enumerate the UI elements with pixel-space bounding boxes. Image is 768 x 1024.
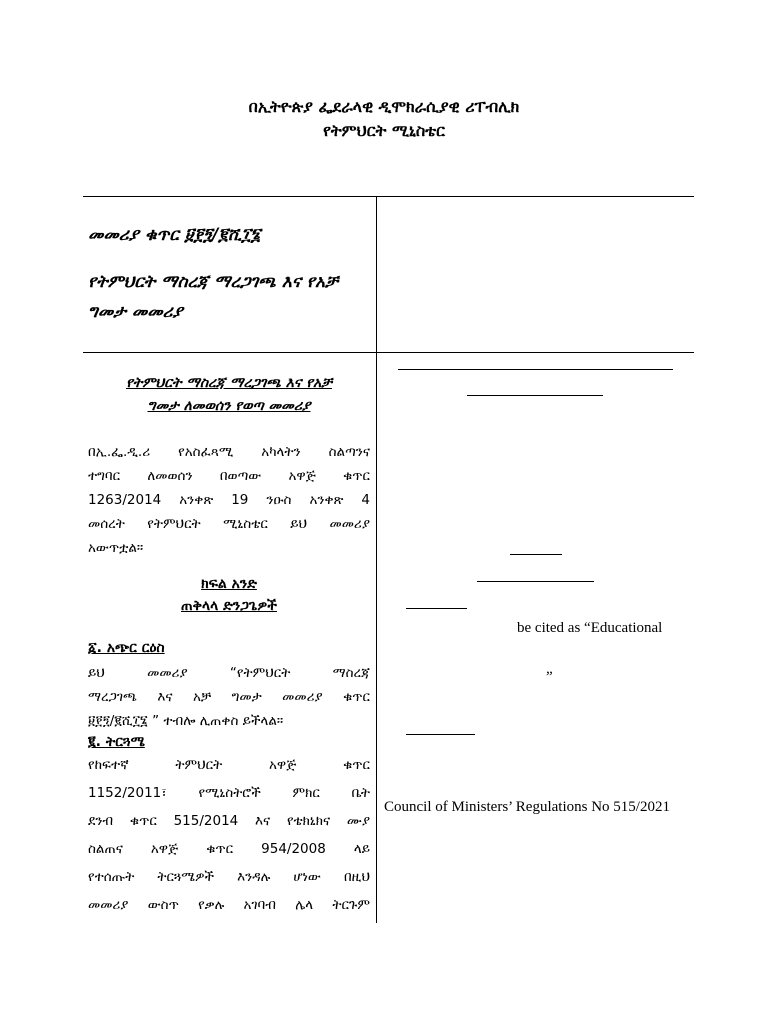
section2-line: መመሪያ ውስጥ የቃሉ አገባብ ሌላ ትርጉም — [88, 897, 370, 913]
preamble-line: መሰረት የትምህርት ሚኒስቴር ይህ መመሪያ — [88, 516, 370, 532]
country-title: በኢትዮጵያ ፌደራላዊ ዲሞክራሲያዊ ሪፐብሊክ — [248, 97, 520, 116]
column-divider — [376, 196, 377, 923]
blank-line — [510, 554, 562, 555]
section2-line: 1152/2011፣ የሚኒስትሮች ምክር ቤት — [88, 785, 370, 801]
section2-line: የከፍተኛ ትምህርት አዋጅ ቁጥር — [88, 757, 370, 773]
cited-text: be cited as “Educational — [517, 620, 663, 636]
section1-line: ማረጋገጫ እና አቻ ግመታ መመሪያ ቁጥር — [88, 689, 370, 705]
preamble-line: በኢ.ፌ.ዲ.ሪ የአስፈጻሚ አካላትን ስልጣንና — [88, 444, 370, 460]
section2-heading: ፪. ትርጓሜ — [88, 734, 145, 750]
section2-line: የተሰጡት ትርጓሜዎች እንዳሉ ሆነው በዚህ — [88, 869, 370, 885]
blank-line — [406, 734, 475, 735]
section2-line: ደንብ ቁጥር 515/2014 እና የቴክኒክና ሙያ — [88, 813, 370, 829]
council-regulation-text: Council of Ministers’ Regulations No 515/2021 — [384, 799, 670, 815]
blank-line — [477, 581, 594, 582]
directive-title-line1: የትምህርት ማስረጃ ማረጋገጫ እና የአቻ — [88, 272, 338, 292]
top-rule — [83, 196, 694, 197]
section1-heading: ፩. አጭር ርዕስ — [88, 640, 165, 656]
part-heading-line2: ጠቅላላ ድንጋጌዎች — [181, 598, 277, 614]
preamble-line: 1263/2014 አንቀጽ 19 ንዑስ አንቀጽ 4 — [88, 492, 370, 508]
body-heading-line2: ግመታ ለመወሰን የወጣ መመሪያ — [147, 398, 311, 414]
section1-line: ፱፻፺/፪ሺ፲፮ ” ተብሎ ሊጠቀስ ይችላል። — [88, 713, 284, 729]
ministry-title: የትምህርት ሚኒስቴር — [323, 121, 445, 140]
part-heading-line1: ክፍል አንድ — [201, 576, 257, 592]
directive-number: መመሪያ ቁጥር ፱፻፺/፪ሺ፲፮ — [88, 225, 261, 245]
section1-line: ይህ መመሪያ “የትምህርት ማስረጃ — [88, 665, 370, 681]
closing-quote: ” — [546, 669, 553, 685]
middle-rule — [83, 352, 694, 353]
blank-line — [467, 395, 603, 396]
body-heading-line1: የትምህርት ማስረጃ ማረጋገጫ እና የአቻ — [126, 375, 332, 391]
section1-body — [88, 661, 370, 733]
blank-line — [398, 369, 673, 370]
preamble — [88, 440, 370, 560]
directive-title-line2: ግመታ መመሪያ — [88, 302, 183, 322]
preamble-line: አውጥቷል። — [88, 540, 144, 556]
blank-line — [406, 608, 467, 609]
preamble-line: ተግባር ለመወሰን በወጣው አዋጅ ቁጥር — [88, 468, 370, 484]
section2-line: ስልጠና አዋጅ ቁጥር 954/2008 ላይ — [88, 841, 370, 857]
section2-body — [88, 751, 370, 919]
